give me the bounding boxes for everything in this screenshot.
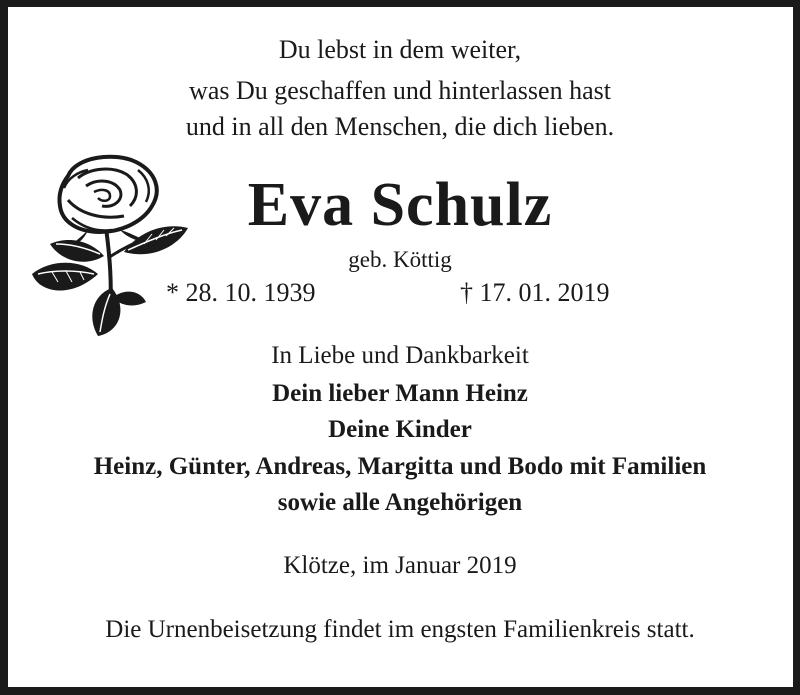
mourner-line-2: Deine Kinder [328,416,472,443]
maiden-name: geb. Köttig [348,247,452,272]
mourner-line-1: Dein lieber Mann Heinz [272,380,528,407]
mourner-line-4: sowie alle Angehörigen [277,489,523,516]
deceased-name: Eva Schulz [247,171,553,239]
funeral-notice: Die Urnenbeisetzung findet im engsten Familienkreis statt. [105,616,695,643]
birth-date: * 28. 10. 1939 [166,278,316,307]
mourners-intro: In Liebe und Dankbarkeit [271,342,529,369]
verse-line-1: Du lebst in dem weiter, [278,35,522,64]
verse-line-3: und in all den Menschen, die dich lieben. [185,112,615,141]
place-date: Klötze, im Januar 2019 [283,552,517,579]
verse-line-2: was Du geschaffen und hinterlassen hast [189,76,611,105]
death-date: † 17. 01. 2019 [460,278,610,307]
mourner-line-3: Heinz, Günter, Andreas, Margitta und Bodo mit Familien [93,453,707,480]
